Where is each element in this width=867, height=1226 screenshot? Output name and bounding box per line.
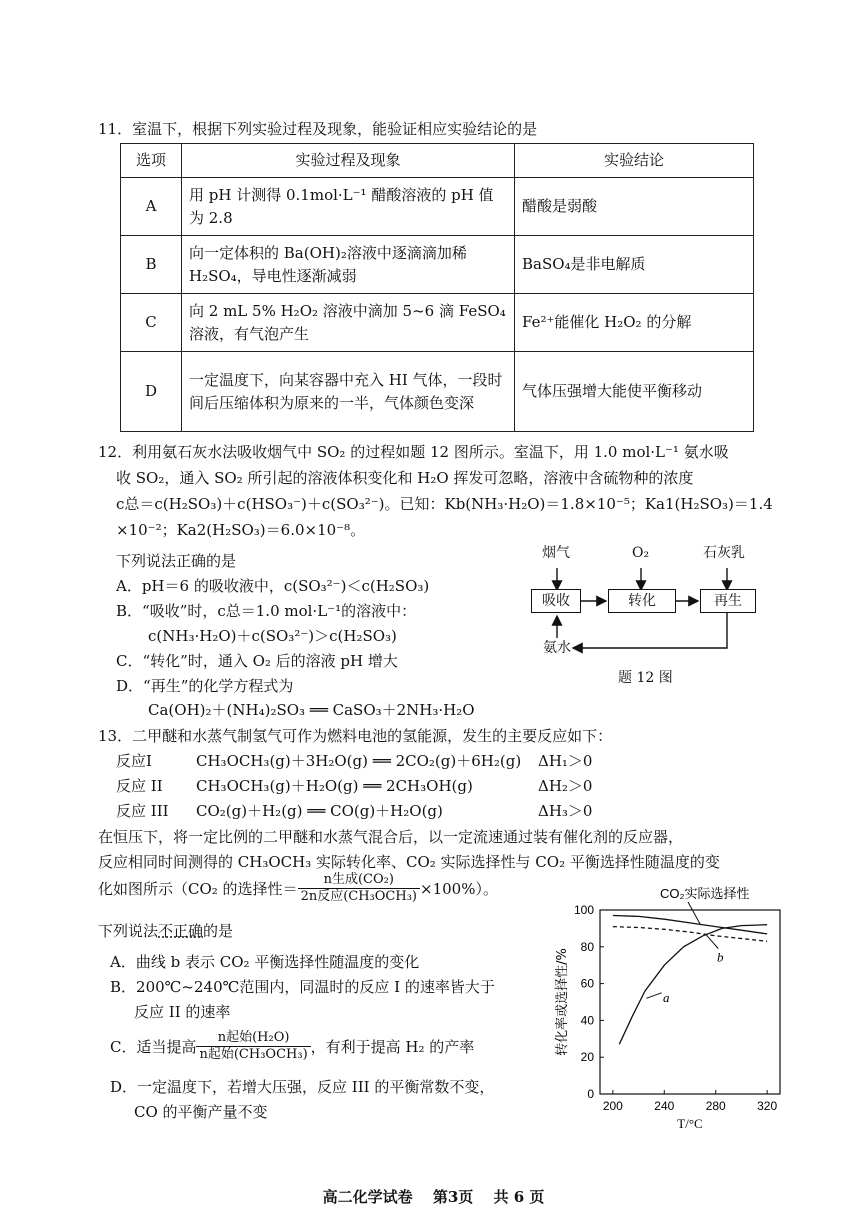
table-cell-procedure: 一定温度下，向某容器中充入 HI 气体，一段时间后压缩体积为原来的一半，气体颜色变深 xyxy=(182,352,515,432)
q12-option-b: B．“吸收”时，c总＝1.0 mol·L⁻¹的溶液中： xyxy=(116,602,417,620)
y-tick-label: 20 xyxy=(580,1050,594,1065)
flow-loop-ammonia: 氨水 xyxy=(543,640,571,656)
q13-option-d-cont: CO 的平衡产量不变 xyxy=(134,1103,268,1121)
q13-prompt xyxy=(98,922,233,940)
table-cell-conclusion: 醋酸是弱酸 xyxy=(515,178,754,236)
reaction-enthalpy: ΔH₁＞0 xyxy=(538,752,593,770)
q13-option-b: B．200℃~240℃范围内，同温时的反应 I 的速率皆大于 xyxy=(110,978,495,996)
annotation-b: b xyxy=(717,949,724,965)
flow-input-oxygen: O₂ xyxy=(632,545,650,561)
q11-table xyxy=(120,143,754,432)
q13-desc-line: 反应相同时间测得的 CH₃OCH₃ 实际转化率、CO₂ 实际选择性与 CO₂ 平衡选择性随温度的变 xyxy=(98,853,720,871)
reaction-enthalpy: ΔH₂＞0 xyxy=(538,777,593,795)
reaction-equation: CH₃OCH₃(g)＋H₂O(g) ══ 2CH₃OH(g) xyxy=(196,777,473,795)
q13-option-c xyxy=(110,1030,474,1064)
y-tick-label: 100 xyxy=(573,903,594,917)
q12-option-c: C．“转化”时，通入 O₂ 后的溶液 pH 增大 xyxy=(116,652,398,670)
reaction-name: 反应 II xyxy=(116,777,163,795)
fraction-denominator: 2n反应(CH₃OCH₃) xyxy=(300,889,417,905)
table-header: 实验结论 xyxy=(515,144,754,178)
chart-axes xyxy=(600,902,780,1094)
selectivity-fraction xyxy=(298,872,420,906)
table-cell-option: D xyxy=(121,352,182,432)
table-cell-procedure: 用 pH 计测得 0.1mol·L⁻¹ 醋酸溶液的 pH 值为 2.8 xyxy=(182,178,515,236)
q11-stem: 11．室温下，根据下列实验过程及现象，能验证相应实验结论的是 xyxy=(98,120,538,138)
option-c-prefix: C．适当提高 xyxy=(110,1037,197,1056)
q12-prompt: 下列说法正确的是 xyxy=(116,552,237,570)
table-cell-conclusion: 气体压强增大能使平衡移动 xyxy=(515,352,754,432)
q13-option-b-cont: 反应 II 的速率 xyxy=(134,1003,231,1021)
flow-box-absorb: 吸收 xyxy=(531,589,581,613)
y-tick-label: 60 xyxy=(580,976,594,991)
flow-caption: 题 12 图 xyxy=(618,670,673,686)
reaction-equation: CO₂(g)＋H₂(g) ══ CO(g)＋H₂O(g) xyxy=(196,802,443,820)
q13-option-a: A．曲线 b 表示 CO₂ 平衡选择性随温度的变化 xyxy=(110,953,420,971)
fraction-denominator: n起始(CH₃OCH₃) xyxy=(199,1047,308,1063)
q12-stem-line: ×10⁻²；Ka2(H₂SO₃)＝6.0×10⁻⁸。 xyxy=(116,521,366,539)
x-axis-label: T/°C xyxy=(677,1116,703,1131)
prompt-text: 下列说法 xyxy=(98,922,159,940)
selectivity-prefix: 化如图所示（CO₂ 的选择性＝ xyxy=(98,879,298,898)
q13-stem: 13．二甲醚和水蒸气制氢气可作为燃料电池的氢能源，发生的主要反应如下： xyxy=(98,727,613,745)
flow-arrows xyxy=(505,540,805,690)
q12-option-d-equation: Ca(OH)₂＋(NH₄)₂SO₃ ══ CaSO₃＋2NH₃·H₂O xyxy=(148,701,475,719)
reaction-enthalpy: ΔH₃＞0 xyxy=(538,802,593,820)
x-tick-label: 320 xyxy=(757,1099,778,1113)
option-c-suffix: ，有利于提高 H₂ 的产率 xyxy=(310,1037,475,1056)
table-cell-option: A xyxy=(121,178,182,236)
reaction-name: 反应 III xyxy=(116,802,169,820)
flow-box-convert: 转化 xyxy=(608,589,676,613)
y-axis-label: 转化率或选择性/% xyxy=(555,948,570,1056)
x-tick-label: 240 xyxy=(654,1099,675,1113)
x-tick-label: 280 xyxy=(705,1099,726,1113)
reaction-equation: CH₃OCH₃(g)＋3H₂O(g) ══ 2CO₂(g)＋6H₂(g) xyxy=(196,752,522,770)
q13-option-d: D．一定温度下，若增大压强，反应 III 的平衡常数不变， xyxy=(110,1078,495,1096)
y-tick-label: 0 xyxy=(587,1087,594,1101)
prompt-text: 的是 xyxy=(203,922,234,940)
q12-stem-line: 12．利用氨石灰水法吸收烟气中 SO₂ 的过程如题 12 图所示。室温下，用 1.0 mol·L⁻¹ 氨水吸 xyxy=(98,443,729,461)
q13-selectivity-def xyxy=(98,872,498,906)
flow-input-lime: 石灰乳 xyxy=(703,545,745,561)
table-cell-procedure: 向 2 mL 5% H₂O₂ 溶液中滴加 5~6 滴 FeSO₄ 溶液，有气泡产生 xyxy=(182,294,515,352)
flow-input-flue-gas: 烟气 xyxy=(542,545,570,561)
q12-stem-line: 收 SO₂，通入 SO₂ 所引起的溶液体积变化和 H₂O 挥发可忽略，溶液中含硫物种的浓度 xyxy=(116,469,694,487)
b-leader-line xyxy=(705,934,718,949)
flow-box-regenerate: 再生 xyxy=(700,589,756,613)
table-cell-option: C xyxy=(121,294,182,352)
table-cell-conclusion: BaSO₄是非电解质 xyxy=(515,236,754,294)
annotation-a: a xyxy=(663,990,670,1005)
page-footer: 高二化学试卷 第3页 共 6 页 xyxy=(322,1188,545,1206)
q12-option-b-cont: c(NH₃·H₂O)＋c(SO₃²⁻)＞c(H₂SO₃) xyxy=(148,627,397,645)
series-b xyxy=(613,927,767,942)
table-header: 实验过程及现象 xyxy=(182,144,515,178)
chart-title: CO₂实际选择性 xyxy=(660,886,750,901)
prompt-emphasis: 不正确 xyxy=(158,922,204,940)
y-tick-label: 80 xyxy=(580,939,594,954)
q12-option-d: D．“再生”的化学方程式为 xyxy=(116,677,294,695)
reaction-name: 反应I xyxy=(116,752,152,770)
selectivity-suffix: ×100%）。 xyxy=(420,879,498,898)
fraction-numerator: n生成(CO₂) xyxy=(298,872,420,889)
q13-desc-line: 在恒压下，将一定比例的二甲醚和水蒸气混合后，以一定流速通过装有催化剂的反应器， xyxy=(98,828,684,846)
table-cell-procedure: 向一定体积的 Ba(OH)₂溶液中逐滴滴加稀 H₂SO₄，导电性逐渐减弱 xyxy=(182,236,515,294)
q12-option-a: A．pH＝6 的吸收液中，c(SO₃²⁻)＜c(H₂SO₃) xyxy=(116,577,430,595)
selectivity-chart xyxy=(548,876,796,1138)
chart-series xyxy=(613,916,767,1045)
a-leader-line xyxy=(646,993,661,999)
table-cell-conclusion: Fe²⁺能催化 H₂O₂ 的分解 xyxy=(515,294,754,352)
plot-frame xyxy=(600,910,780,1094)
q12-stem-line: c总＝c(H₂SO₃)＋c(HSO₃⁻)＋c(SO₃²⁻)。已知：Kb(NH₃·H₂O)＝1.8×10⁻⁵；Ka1(H₂SO₃)＝1.4 xyxy=(116,495,773,513)
table-cell-option: B xyxy=(121,236,182,294)
table-header: 选项 xyxy=(121,144,182,178)
fraction-numerator: n起始(H₂O) xyxy=(196,1030,310,1047)
arrow-regen-ammonia xyxy=(573,613,727,648)
series-co2-actual-selectivity xyxy=(613,916,767,934)
title-leader-line xyxy=(688,902,700,924)
y-tick-label: 40 xyxy=(580,1013,594,1028)
ratio-fraction xyxy=(196,1030,310,1064)
x-tick-label: 200 xyxy=(602,1099,623,1113)
series-a xyxy=(619,925,767,1045)
